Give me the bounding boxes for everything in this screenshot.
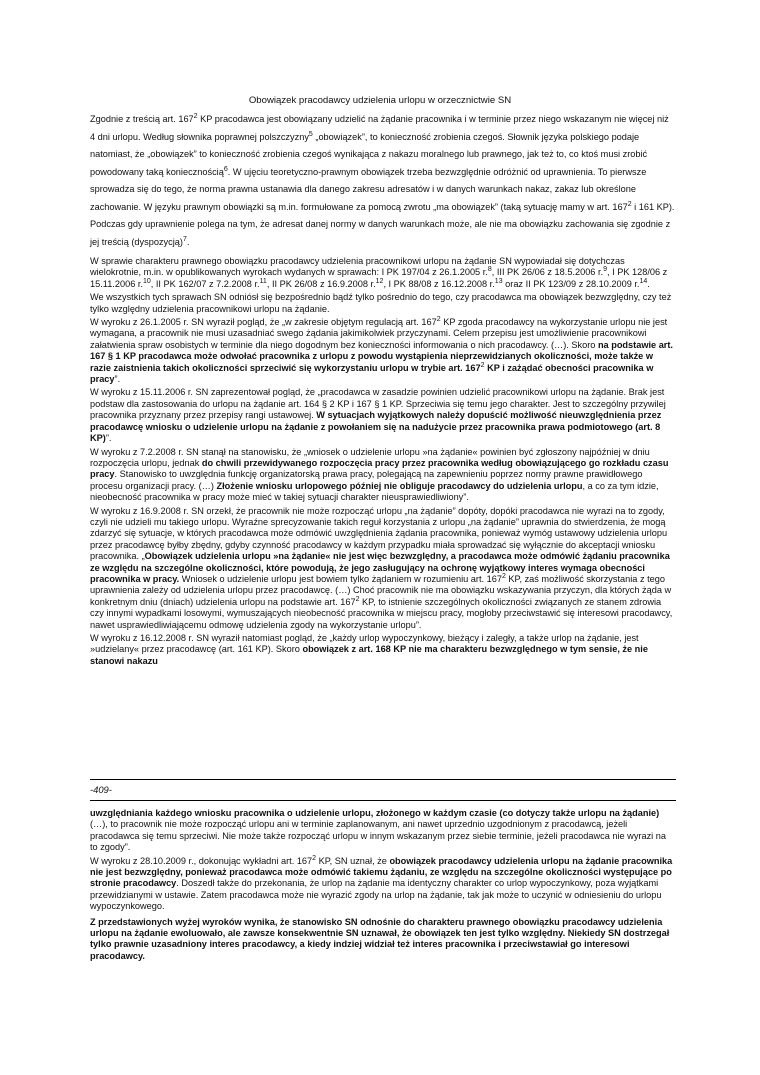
footnote-ref: 7 [182, 235, 187, 243]
body-lower [90, 808, 676, 964]
footnote-ref: 14 [639, 277, 648, 285]
footnote-ref: 5 [308, 130, 313, 138]
page-number: -409- [90, 784, 112, 795]
paragraph-conclusion [90, 917, 676, 963]
paragraph-continuation [90, 808, 676, 854]
superscript: 2 [501, 572, 506, 580]
page-divider-top [90, 779, 676, 780]
text: . Stanowisko to uwzględnia funkcję organizatorską prawa pracy, polegającą na zapewnieniu poprzez normy prawne prawidłowego procesu organizacji pracy. (…) [90, 469, 643, 491]
paragraph-judgment-2009 [90, 856, 676, 913]
footnote-ref: 11 [259, 277, 267, 285]
text: W wyroku z 16.12.2008 r. SN wyraził natomiast pogląd, że „każdy urlop wypoczynkowy, bieżący i zaległy, a także urlop na żądanie, jest »udzielany« przez pracodawcę (art. 161 KP). Skoro [90, 633, 639, 655]
text: „obowiązek”, to konieczność zrobienia czegoś. Słownik języka polskiego podaje natomiast, że „obowiązek” to konieczność zrobienia czegoś wynikająca z nakazu moralnego lub prawnego, jak też to, co ktoś musi zrobić powodowany taką koniecznością [90, 131, 648, 177]
text: , III PK 26/06 z 18.5.2006 r. [491, 267, 604, 278]
text: KP, zaś możliwość skorzystania z tego uprawnienia zależy od udzielenia urlopu przez pracodawcę. (…) Choć pracownik nie ma obowiązku wskazywania przyczyn, dla których żąda w konkretnym dniu (dniach) udzielenia urlopu na podstawie art. 167 [90, 573, 672, 607]
bold-text: na podstawie art. 167 § 1 KP pracodawca może odwołać pracownika z urlopu z powodu wystąpienia nieprzewidzianych okoliczności, może także w razie zaistnienia takich okoliczności sprzeciwić się wykorzystaniu urlopu w trybie art. 167 [90, 339, 673, 373]
text: W sprawie charakteru prawnego obowiązku pracodawcy udzielenia pracownikowi urlopu na żądanie SN wypowiadał się dotychczas wielokrotnie, m.in. w opublikowanych wyrokach wydanych w sprawach: I PK 197/04 z 26.1.2005 r. [90, 256, 625, 278]
superscript: 2 [312, 854, 317, 862]
text: KP, to istnienie szczególnych okoliczności związanych ze stanem zdrowia czy innymi wypadkami losowymi, wymuszających nieobecność pracownika w miejscu pracy, mogłoby przeciwstawić się interesowi pracodawcy, nawet usprawiedliwiającemu odmowę udzielenia zgody na wykorzystanie urlopu”. [90, 596, 673, 630]
paragraph-judgment-2008-feb [90, 447, 676, 504]
bold-text: obowiązek z art. 168 KP nie ma charakteru bezwzględnego w tym sensie, że nie stanowi nakazu [90, 644, 648, 666]
text: . W ujęciu teoretyczno-prawnym obowiązek trzeba bezwzględnie odróżnić od uprawnienia. To pierwsze sprowadza się do tego, że norma prawna ustanawia dla danego zakresu adresatów i w danych warunkach nakaz, zakaz lub określone zachowanie. W języku prawnym obowiązki są m.in. formułowane za pomocą zwrotu „ma obowiązek” (taką sytuację mamy w art. 167 [90, 166, 647, 212]
paragraph-intro [90, 111, 676, 253]
text: W wyroku z 26.1.2005 r. SN wyraził pogląd, że „w zakresie objętym regulacją art. 167 [90, 317, 437, 328]
text: KP zgoda pracodawcy na wykorzystanie urlopu nie jest wymagana, a pracownik nie musi uzasadniać swego żądania jakimikolwiek przyczynami. Celem przepisu jest umożliwienie pracownikowi załatwienia spraw osobistych w terminie dla niego dogodnym bez konieczności informowania o nich pracodawcy. (…). Skoro [90, 317, 668, 350]
bold-text: Obowiązek udzielenia urlopu »na żądanie« nie jest więc bezwzględny, a pracodawca może odmówić żądaniu pracownika ze względu na szczególne okoliczności, które powodują, że jego zasługujący na ochronę wyjątkowy interes wymaga obecności pracownika w pracy. [90, 551, 670, 584]
paragraph-judgment-2006 [90, 387, 676, 444]
paragraph-judgment-2005 [90, 317, 676, 385]
page-divider-bottom [90, 800, 676, 801]
text: , II PK 26/08 z 16.9.2008 r. [266, 278, 376, 289]
text: W wyroku z 7.2.2008 r. SN stanął na stanowisku, że „wniosek o udzielenie urlopu »na żądanie« powinien być zgłoszony najpóźniej w dniu rozpoczęcia urlopu, jednak [90, 446, 650, 468]
text: W wyroku z 15.11.2006 r. SN zaprezentował pogląd, że „pracodawca w zasadzie powinien udzielić pracownikowi urlopu na żądanie. Brak jest podstaw dla zastosowania do urlopu na żądanie art. 164 § 2 KP i 167 § 1 KP. Sprzeciwia się temu jego charakter. Jest to szczególny przywilej pracownika przyznany przez przepisy rangi ustawowej. [90, 387, 666, 421]
text: KP pracodawca jest obowiązany udzielić na żądanie pracownika i w terminie przez niego wskazanym nie więcej niż 4 dni urlopu. Według słownika poprawnej polszczyzny [90, 114, 669, 142]
paragraph-cases [90, 256, 676, 290]
superscript: 2 [480, 361, 485, 369]
text: Zgodnie z treścią art. 167 [90, 114, 194, 124]
footnote-ref: 8 [487, 266, 492, 274]
text: (…), to pracownik nie może rozpocząć urlopu ani w terminie zaplanowanym, ani nawet uprzednio uzgodnionym z pracodawcą, jeżeli pracodawca się temu sprzeciwi. Nie może także rozpocząć urlopu w innym wskazanym przez siebie terminie, jeżeli pracodawca nie wyrazi na to zgody”. [90, 819, 666, 853]
paragraph-judgment-2008-sep [90, 506, 676, 631]
bold-text: Z przedstawionych wyżej wyroków wynika, że stanowisko SN odnośnie do charakteru prawnego obowiązku pracodawcy udzielenia urlopu na żądanie ewoluowało, ale zawsze konsekwentnie SN uznawał, że obowiązek ten jest tylko względny. Niekiedy SN dostrzegał tylko prawnie uzasadniony interes pracodawcy, a kiedy indziej widział też interes pracownika i przeciwstawiał go interesowi pracodawcy. [90, 916, 670, 961]
text: . Doszedł także do przekonania, że urlop na żądanie ma identyczny charakter co urlop wypoczynkowy, poza wyjątkami przewidzianymi w ustawie. Zatem pracodawca może nie wyrazić zgody na urlop na żądanie, tak jak może to uczynić w odniesieniu do urlopu wypoczynkowego. [90, 878, 662, 912]
bold-text: do chwili przewidywanego rozpoczęcia pracy przez pracownika według obowiązującego go rozkładu czasu pracy [90, 457, 669, 480]
footnote-ref: 9 [603, 266, 607, 274]
footnote-ref: 6 [223, 165, 228, 173]
text: , II PK 162/07 z 7.2.2008 r. [150, 278, 260, 289]
text: Wniosek o udzielenie urlopu jest bowiem tylko żądaniem w rozumieniu art. 167 [179, 573, 502, 584]
text: . [186, 236, 190, 247]
bold-text: uwzględniania każdego wniosku pracownika o udzielenie urlopu, złożonego w każdym czasie (co dotyczy także urlopu na żądanie) [90, 808, 660, 818]
bold-text: obowiązek pracodawcy udzielenia urlopu na żądanie pracownika nie jest bezwzględny, ponieważ pracodawca może odmówić takiemu żądaniu, ze względu na szczególne okoliczności występujące po stronie pracodawcy [90, 855, 673, 889]
superscript: 2 [627, 200, 632, 208]
footnote-ref: 13 [494, 277, 503, 285]
superscript: 2 [193, 113, 198, 120]
text: KP, SN uznał, że [316, 855, 390, 866]
footnote-ref: 10 [142, 277, 151, 285]
text: oraz II PK 123/09 z 28.10.2009 r. [502, 278, 640, 289]
paragraph-summary-question: We wszystkich tych sprawach SN odniósł się bezpośrednio bądź tylko pośrednio do tego, czy pracodawca ma obowiązek bezwzględny, czy też tylko względny udzielenia pracownikowi urlopu na żądanie. [90, 292, 672, 314]
text: ”. [105, 433, 112, 444]
text: i 161 KP). Podczas gdy uprawnienie polega na tym, że adresat danej normy w danych warunkach może, ale nie ma obowiązku zachowania się zgodnie z jej treścią (dyspozycją) [90, 201, 675, 247]
text: W wyroku z 28.10.2009 r., dokonując wykładni art. 167 [90, 855, 313, 866]
superscript: 2 [436, 316, 441, 324]
bold-text: KP i zażądać obecności pracownika w pracy [90, 362, 654, 385]
text: , I PK 88/08 z 16.12.2008 r. [383, 278, 495, 289]
text: , I PK 128/06 z 15.11.2006 r. [90, 267, 668, 289]
paragraph-judgment-2008-dec [90, 633, 676, 667]
text: , a co za tym idzie, nieobecność pracownika w pracy może mieć w takiej sytuacji charakter nieusprawiedliwiony”. [90, 480, 659, 503]
text: ”. [114, 374, 121, 385]
bold-text: W sytuacjach wyjątkowych należy dopuścić możliwość nieuwzględnienia przez pracodawcę wniosku o udzielenie urlopu na żądanie z powołaniem się na nadużycie przez pracownika prawa podmiotowego (art. 8 KP) [90, 410, 662, 444]
superscript: 2 [355, 595, 360, 603]
text: W wyroku z 16.9.2008 r. SN orzekł, że pracownik nie może rozpocząć urlopu „na żądanie” dopóty, dopóki pracodawca nie wyrazi na to zgody, czyli nie udzieli mu takiego urlopu. Wyraźne sprecyzowanie takich reguł korzystania z urlopu „na żądanie” uprawnia do stwierdzenia, że mogą zdarzyć się sytuacje, w których pracodawca może odmówić uwzględnienia żądania pracownika, ponieważ wymóg ustawowy udzielenia urlopu przez pracodawcę byłby zbędny, gdyby czynność pracodawcy w każdym przypadku miała sprowadzać się wyłącznie do akceptacji wniosku pracownika. „ [90, 505, 668, 562]
bold-text: Złożenie wniosku urlopowego później nie obliguje pracodawcy do udzielenia urlopu [216, 480, 583, 491]
footnote-ref: 12 [375, 277, 384, 285]
page-title: Obowiązek pracodawcy udzielenia urlopu w orzecznictwie SN [248, 95, 512, 106]
text: . [647, 278, 650, 289]
body-upper [90, 256, 676, 669]
